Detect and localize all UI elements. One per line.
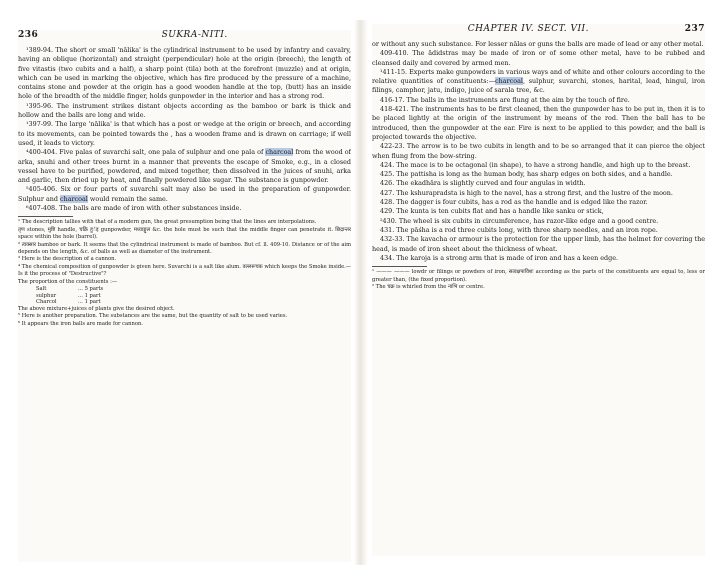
footnote: तृण stones, मुष्टि handle, चक्रि हुर्इ gunpowder, मध्याङ्गुल &c. the hole must be such that the middle finger can penetrate it. छिद्रान्तर space within the hole (barrel). xyxy=(18,226,351,241)
paragraph-gunpowder xyxy=(18,148,351,185)
text-run: from the wood of arka, snuhi and other trees burnt in a manner that prevents the escape of Smoke, e.g., in a closed vessel have to be purified, powdered, and mixed together, then dissolved in the juices of snuhi, arka and garlic, then dried up by heat, and finally powdered like sugar. The substance is gunpowder. xyxy=(18,148,351,185)
proportion-row xyxy=(36,293,351,300)
paragraph-constituents xyxy=(372,68,705,96)
right-page-number: 237 xyxy=(684,24,705,34)
left-body xyxy=(18,46,351,213)
paragraph: ¹397-99. The large 'nālika' is that which has a post or wedge at the origin or breech, and according to its movements, can be pointed towards the , has a wooden frame and is drawn on carriage; if well used, it leads to victory. xyxy=(18,120,351,147)
constituent-name: Charcol xyxy=(36,299,57,306)
footnote-divider xyxy=(372,266,427,267)
constituent-parts: ... 5 parts xyxy=(78,286,104,292)
paragraph: or without any such substance. For lesser nālas or guns the balls are made of lead or any other metal. xyxy=(372,40,704,48)
footnote: The above mixture+juices of plants give the desired object. xyxy=(18,305,175,312)
footnote: ¹ The description tallies with that of a modern gun, the great presumption being that the lines are interpolations. xyxy=(18,219,317,226)
footnote: The proportion of the constituents :— xyxy=(18,278,118,285)
paragraph: 432-33. The kavacha or armour is the protection for the upper limb, has the helmet for covering the head, is made of iron sheet about the thickness of wheat. xyxy=(372,235,705,253)
proportion-table xyxy=(36,286,351,306)
text-run: would remain the same. xyxy=(87,194,168,203)
footnote: ⁴ The chemical composition of gunpowder is given here. Suvarchi is a salt like alum. वल्लरूचक which keeps the Smoke inside.—Is it the process of "Destructive"? xyxy=(18,263,351,278)
proportion-row xyxy=(36,286,351,293)
paragraph: ¹395-96. The instrument strikes distant objects according as the bamboo or bark is thick and hollow and the balls are long and wide. xyxy=(18,101,351,120)
text-run: ⁵405-406. Six or four parts of suvarchi salt may also be used in the preparation of gunpowder. Sulphur and xyxy=(18,185,351,203)
text-run: ¹411-15. Experts make gunpowders in various ways and of white and other colours according to the relative quantities of constituents:— xyxy=(372,67,705,86)
text-run: , sulphur, suvarchi, stones, harital, lead, hingul, iron filings, camphor, jatu, indigo, juice of sarala tree, &c. xyxy=(372,77,705,95)
footnote: ³ Here is the description of a cannon. xyxy=(18,256,117,263)
paragraph: 424. The mace is to be octagonal (in shape), to have a strong handle, and high up to the breast. xyxy=(380,160,691,169)
paragraph: ¹389-94. The short or small 'nālika' is the cylindrical instrument to be used by infantry and cavalry, having an oblique (horizontal) and straight (perpendicular) hole at the origin (breech), the length of five vitastis (two cubits and a half), a sharp point (tila) both at the forefront (muzzle) and at origin, which can be used in marking the objective, which has fire produced by the pressure of a machine, contains stone and powder at the origin has a good wooden handle at the top, (butt) has an inside hole of the breadth of the middle finger, holds gunpowder in the interior and has a strong rod. xyxy=(18,46,351,101)
paragraph xyxy=(18,185,351,204)
left-page-title: ŚUKRA-NĪTI. xyxy=(161,30,228,40)
paragraph: 427. The kshurapradsta is high to the navel, has a strong first, and the lustre of the moon. xyxy=(380,188,673,197)
highlight-charcoal: charcoal xyxy=(60,194,88,203)
right-page xyxy=(372,24,705,556)
paragraph: 418-421. The instruments has to be first cleaned, then the gunpowder has to be put in, then it is to be placed lightly at the origin of the instrument by means of the rod. Then the ball has to be introduced, then the gunpowder at the ear. Fire is next to be applied to this powder, and the ball is projected towards the objective. xyxy=(372,105,705,141)
book-gutter xyxy=(354,20,368,565)
paragraph: 416-17. The balls in the instruments are flung at the aim by the touch of fire. xyxy=(380,95,630,104)
highlight-charcoal: charcoal xyxy=(265,148,294,157)
constituent-parts: ... 1 part xyxy=(78,299,101,306)
footnote: ⁶ It appears the iron balls are made for cannon. xyxy=(18,320,143,327)
footnote: ⁵ Here is another preparation. The substances are the same, but the quantity of salt to be used varies. xyxy=(18,313,288,320)
right-page-title: CHAPTER IV. SECT. VII. xyxy=(467,24,589,34)
paragraph: 429. The kunta is ten cubits flat and has a handle like sanku or stick, xyxy=(380,207,604,216)
constituent-parts: ... 1 part xyxy=(78,292,101,299)
right-running-head xyxy=(372,24,705,34)
left-page xyxy=(18,30,351,562)
right-body xyxy=(372,40,705,263)
text-run: ⁴400-404. Five palas of suvarchi salt, one pala of sulphur and one pala of xyxy=(26,148,266,157)
left-footnotes xyxy=(18,219,351,328)
left-running-head xyxy=(18,30,351,40)
footnote: ² त्वक्सार bamboo or bark. It seems that the cylindrical instrument is made of bamboo. But cf. ll. 409-10. Distance or of the aim depends on the length, &c. of balls as well as diameter of the instrument. xyxy=(18,241,351,255)
paragraph: ⁶407-408. The balls are made of iron with other substances inside. xyxy=(26,204,242,213)
left-page-number: 236 xyxy=(18,30,39,40)
paragraph: ²430. The wheel is six cubits in circumference, has razor-like edge and a good centre. xyxy=(380,216,659,225)
footnote-divider xyxy=(18,216,73,217)
footnote: ¹ ——— ——— lowdr or filings or powders of iron, सत्वक्षपाविशः according as the parts of the constituents are equal to, less or greater than, (the fixed proportion). xyxy=(372,269,705,283)
paragraph: 426. The ekadhāra is slightly curved and four angulas in width. xyxy=(380,179,586,188)
paragraph: 434. The karoja is a strong arm that is made of iron and has a keen edge. xyxy=(380,253,619,262)
paragraph: 422-23. The arrow is to be two cubits in length and to be so arranged that it can pierce the object when flung from the bow-string. xyxy=(372,142,705,160)
right-footnotes xyxy=(372,269,705,291)
paragraph: 409-410. The ādidstras may be made of iron or of some other metal, have to be rubbed and cleansed daily and covered by armed men. xyxy=(372,49,705,67)
constituent-name: sulphur xyxy=(36,292,57,299)
footnote: ² The चक्र is whirled from the नाभि or centre. xyxy=(372,283,485,290)
proportion-row xyxy=(36,299,351,306)
paragraph: 431. The pāśha is a rod three cubits long, with three sharp needles, and an iron rope. xyxy=(380,225,658,234)
highlight-charcoal: charcoal xyxy=(495,77,523,86)
paragraph: 425. The pattisha is long as the human body, has sharp edges on both sides, and a handle. xyxy=(380,170,673,179)
paragraph: 428. The dagger is four cubits, has a rod as the handle and is edged like the razor. xyxy=(380,198,648,207)
constituent-name: Salt xyxy=(36,286,47,292)
